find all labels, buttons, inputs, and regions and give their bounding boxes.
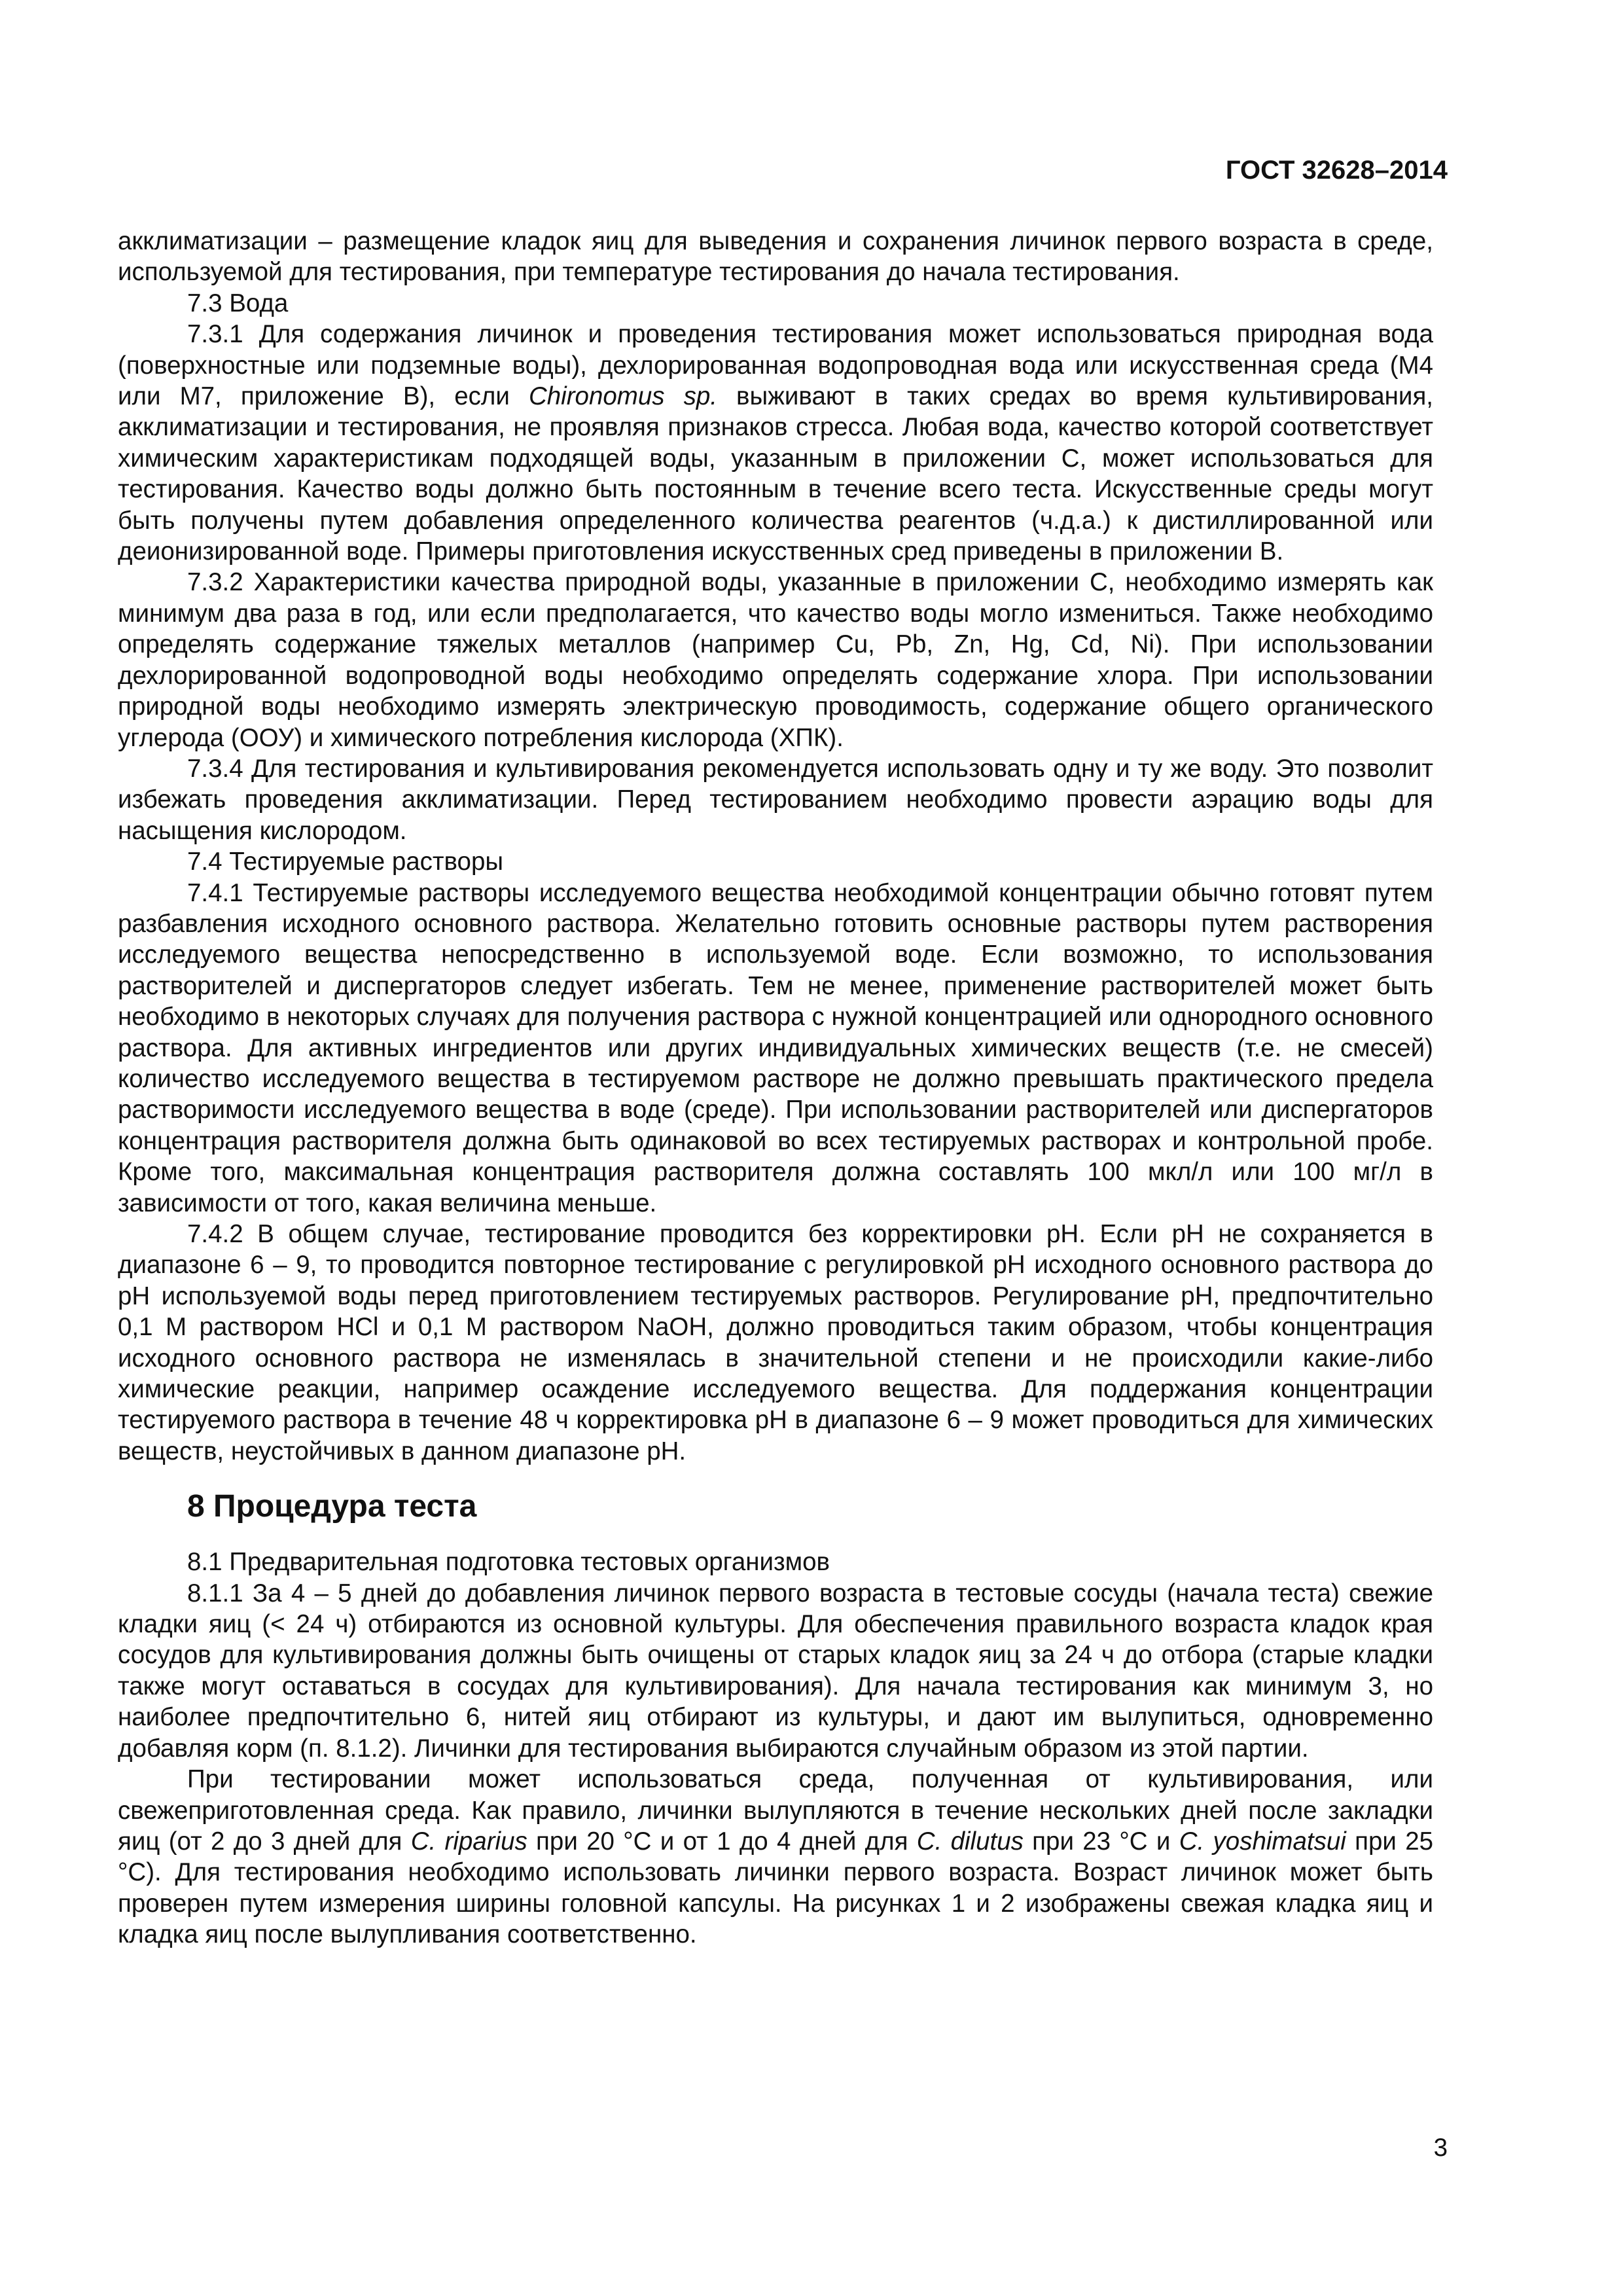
- section-heading-8: 8 Процедура теста: [187, 1489, 477, 1524]
- paragraph-7-3-2: 7.3.2 Характеристики качества природной воды, указанные в приложении С, необходимо измерять как минимум два раза в год, или если предполагается, что качество воды могло измениться. Также необходимо определять содержание тяжелых металлов (например Cu, Pb, Zn, Hg, Cd, Ni). При использовании дехлорированной водопроводной воды необходимо определять содержание хлора. При использовании природной воды необходимо измерять электрическую проводимость, содержание общего органического углерода (ООУ) и химического потребления кислорода (ХПК).: [118, 568, 1433, 752]
- species-name-italic: Chironomus sp.: [528, 382, 717, 411]
- subsection-heading-8-1: 8.1 Предварительная подготовка тестовых организмов: [187, 1548, 830, 1577]
- text-run: при 20 °С и от 1 до 4 дней для: [527, 1827, 917, 1856]
- paragraph-hatching: [118, 1764, 1433, 1950]
- text-run: При тестировании может использоваться среда, полученная от культивирования, или свежеприготовленная среда. Как правило, личинки вылупляются в течение нескольких дней после закладки яиц (от 2 до 3 дней для: [118, 1765, 1433, 1856]
- paragraph-8-1-1: 8.1.1 За 4 – 5 дней до добавления личинок первого возраста в тестовые сосуды (начала теста) свежие кладки яиц (< 24 ч) отбираются из основной культуры. Для обеспечения правильного возраста кладок края сосудов для культивирования должны быть очищены от старых кладок яиц за 24 ч до отбора (старые кладки также могут оставаться в сосудах для культивирования). Для начала тестирования как минимум 3, но наиболее предпочтительно 6, нитей яиц отбирают из культуры, и дают им вылупиться, одновременно добавляя корм (п. 8.1.2). Личинки для тестирования выбираются случайным образом из этой партии.: [118, 1579, 1433, 1763]
- page-number: 3: [1433, 2134, 1448, 2162]
- species-name-italic: C. dilutus: [916, 1827, 1024, 1856]
- species-name-italic: C. yoshimatsui: [1179, 1827, 1346, 1856]
- text-run: 7.3.1 Для содержания личинок и проведения тестирования может использоваться природная вода (поверхностные или подземные воды), дехлорированная водопроводная вода или искусственная среда (М4 или М7, приложение В), если: [118, 320, 1433, 411]
- paragraph-acclimatization-definition: акклиматизации – размещение кладок яиц для выведения и сохранения личинок первого возраста в среде, используемой для тестирования, при температуре тестирования до начала тестирования.: [118, 227, 1433, 287]
- text-run: при 25 °С). Для тестирования необходимо использовать личинки первого возраста. Возраст личинок может быть проверен путем измерения ширины головной капсулы. На рисунках 1 и 2 изображены свежая кладка яиц и кладка яиц после вылупливания соответственно.: [118, 1827, 1434, 1949]
- paragraph-7-4-2: 7.4.2 В общем случае, тестирование проводится без корректировки pH. Если pH не сохраняется в диапазоне 6 – 9, то проводится повторное тестирование с регулировкой pH исходного основного раствора до pH используемой воды перед приготовлением тестируемых растворов. Регулирование pH, предпочтительно 0,1 М раствором HCl и 0,1 М раствором NaOH, должно проводиться таким образом, чтобы концентрация исходного основного раствора не изменялась в значительной степени и не происходили какие-либо химические реакции, например осаждение исследуемого вещества. Для поддержания концентрации тестируемого раствора в течение 48 ч корректировка pH в диапазоне 6 – 9 может проводиться для химических веществ, неустойчивых в данном диапазоне pH.: [118, 1220, 1433, 1465]
- document-body: [118, 226, 1433, 1950]
- text-run: при 23 °С и: [1023, 1827, 1179, 1856]
- paragraph-7-3-1: [118, 319, 1433, 567]
- text-run: выживают в таких средах во время культивирования, акклиматизации и тестирования, не проявляя признаков стресса. Любая вода, качество которой соответствует химическим характеристикам подходящей воды, указанным в приложении С, может использоваться для тестирования. Качество воды должно быть постоянным в течение всего теста. Искусственные среды могут быть получены путем добавления определенного количества реагентов (ч.д.а.) к дистиллированной или деионизированной воде. Примеры приготовления искусственных сред приведены в приложении В.: [118, 382, 1433, 566]
- paragraph-7-4-1: 7.4.1 Тестируемые растворы исследуемого вещества необходимой концентрации обычно готовят путем разбавления исходного основного раствора. Желательно готовить основные растворы путем растворения исследуемого вещества непосредственно в используемой воде. Если возможно, то использования растворителей и диспергаторов следует избегать. Тем не менее, применение растворителей может быть необходимо в некоторых случаях для получения раствора с нужной концентрацией или однородного основного раствора. Для активных ингредиентов или других индивидуальных химических веществ (т.е. не смесей) количество исследуемого вещества в тестируемом растворе не должно превышать практического предела растворимости исследуемого вещества в воде (среде). При использовании растворителей или диспергаторов концентрация растворителя должна быть одинаковой во всех тестируемых растворах и контрольной пробе. Кроме того, максимальная концентрация растворителя должна составлять 100 мкл/л или 100 мг/л в зависимости от того, какая величина меньше.: [118, 878, 1433, 1217]
- document-code-header: ГОСТ 32628–2014: [1225, 156, 1448, 185]
- subsection-heading-7-4: 7.4 Тестируемые растворы: [187, 848, 504, 876]
- paragraph-7-3-4: 7.3.4 Для тестирования и культивирования рекомендуется использовать одну и ту же воду. Это позволит избежать проведения акклиматизации. Перед тестированием необходимо провести аэрацию воды для насыщения кислородом.: [118, 754, 1433, 845]
- species-name-italic: C. riparius: [410, 1827, 527, 1856]
- subsection-heading-7-3: 7.3 Вода: [187, 289, 289, 317]
